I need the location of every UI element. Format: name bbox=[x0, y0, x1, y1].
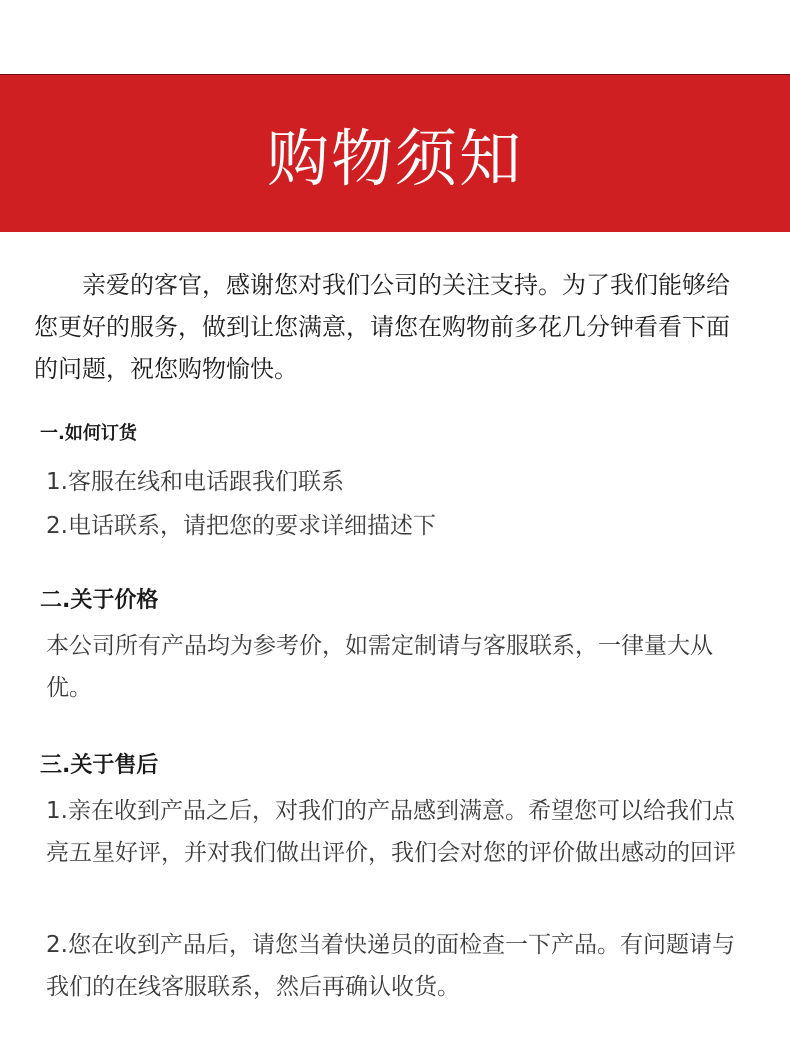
price-text: 本公司所有产品均为参考价，如需定制请与客服联系，一律量大从优。 bbox=[46, 633, 713, 701]
after-sales-item-1: 1.亲在收到产品之后，对我们的产品感到满意。希望您可以给我们点亮五星好评，并对我们做出评价，我们会对您的评价做出感动的回评 bbox=[46, 798, 736, 866]
page-title: 购物须知 bbox=[266, 122, 523, 195]
header-banner bbox=[0, 74, 790, 232]
ordering-item-1: 1.客服在线和电话跟我们联系 bbox=[46, 469, 344, 495]
section-heading-price: 二.关于价格 bbox=[40, 588, 159, 613]
ordering-item-2: 2.电话联系，请把您的要求详细描述下 bbox=[46, 513, 436, 539]
intro-paragraph: 亲爱的客官，感谢您对我们公司的关注支持。为了我们能够给您更好的服务，做到让您满意，请您在购物前多花几分钟看看下面的问题，祝您购物愉快。 bbox=[34, 271, 730, 383]
section-heading-ordering: 一.如何订货 bbox=[40, 423, 137, 444]
after-sales-item-2: 2.您在收到产品后，请您当着快递员的面检查一下产品。有问题请与我们的在线客服联系，然后再确认收货。 bbox=[46, 932, 735, 1000]
section-heading-after-sales: 三.关于售后 bbox=[40, 753, 159, 778]
